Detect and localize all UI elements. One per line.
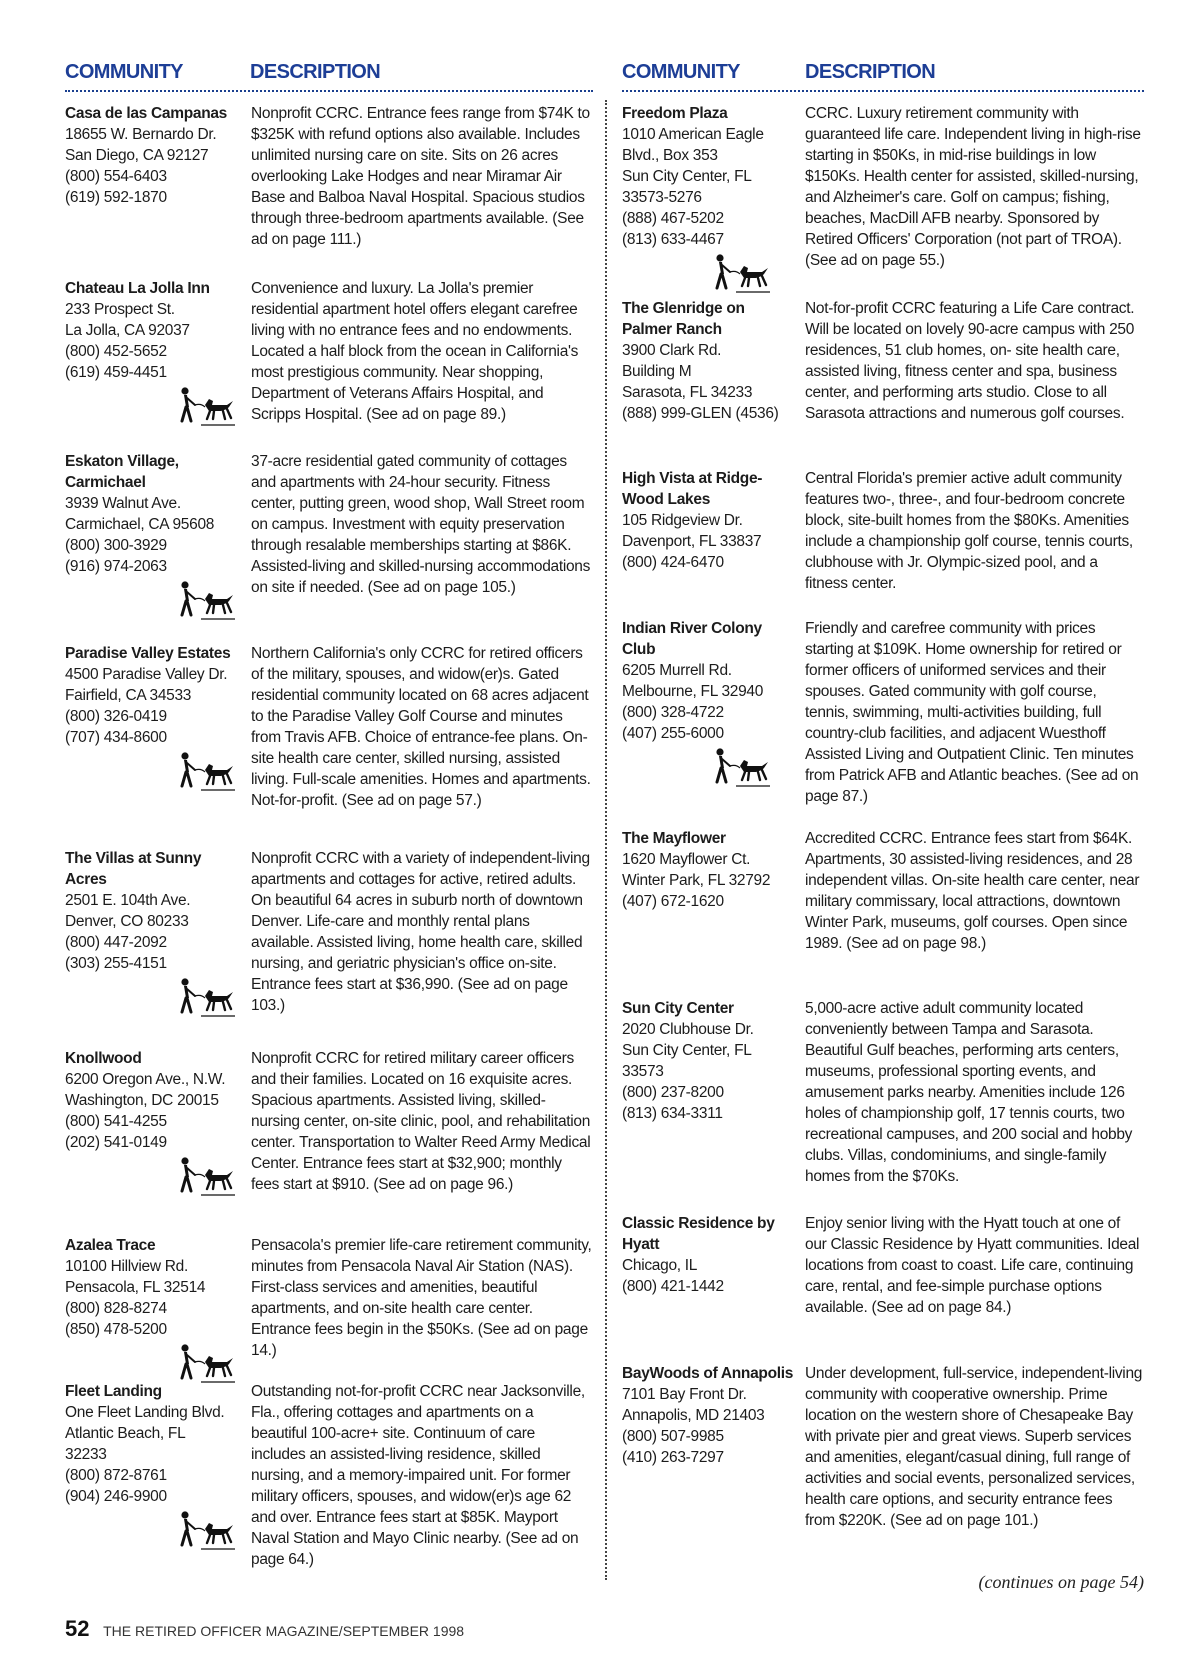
person-dog-icon <box>177 385 237 429</box>
community-info <box>622 103 800 296</box>
person-dog-icon <box>177 1342 237 1386</box>
community-address-line: (888) 467-5202 <box>622 210 724 227</box>
community-address-line: 2501 E. 104th Ave. <box>65 892 191 909</box>
column-header <box>622 58 1144 92</box>
community-name: The Villas at Sunny <box>65 850 202 867</box>
community-description: Central Florida's premier active adult community features two-, three-, and four-bedroom concrete block, site-built homes from the $80Ks. Amenities include a championship golf course, tennis courts, clubhouse with Jr. Olympic-sized pool, and a fitness center. <box>805 470 1133 592</box>
community-address-line: (800) 300-3929 <box>65 537 167 554</box>
community-name: Knollwood <box>65 1050 142 1067</box>
community-address-line: (303) 255-4151 <box>65 955 167 972</box>
community-name: Club <box>622 641 656 658</box>
community-address-line: 18655 W. Bernardo Dr. <box>65 126 217 143</box>
community-header: COMMUNITY <box>65 61 183 83</box>
community-info <box>65 103 243 208</box>
community-info <box>65 643 243 794</box>
community-address-line: 33573-5276 <box>622 189 702 206</box>
column-divider <box>605 100 607 1580</box>
community-address-line: (800) 541-4255 <box>65 1113 167 1130</box>
community-address-line: (800) 237-8200 <box>622 1084 724 1101</box>
community-name: Paradise Valley Estates <box>65 645 231 662</box>
community-address-line: (813) 633-4467 <box>622 231 724 248</box>
community-info <box>622 298 800 424</box>
community-name: Carmichael <box>65 474 146 491</box>
community-info <box>622 468 800 573</box>
community-address-line: 1620 Mayflower Ct. <box>622 851 751 868</box>
community-address-line: Annapolis, MD 21403 <box>622 1407 765 1424</box>
community-info <box>622 1213 800 1297</box>
description-header: DESCRIPTION <box>250 61 381 83</box>
community-address-line: San Diego, CA 92127 <box>65 147 209 164</box>
community-description: Under development, full-service, independent-living community with cooperative ownership. Prime location on the western shore of Chesapeake Bay with private pier and great views. Superb services and amenities, elegant/casual dining, full range of activities and social events, personalized services, health care options, and security entrance fees from $220K. (See ad on page 101.) <box>805 1365 1143 1529</box>
footer-text: THE RETIRED OFFICER MAGAZINE/SEPTEMBER 1998 <box>103 1623 465 1639</box>
community-description: 37-acre residential gated community of cottages and apartments with 24-hour security. Fitness center, putting green, wood shop, Wall Street room on campus. Investment with equity preservation through resalable memberships starting at $86K. Assisted-living and skilled-nursing accommodations on site if needed. (See ad on page 105.) <box>251 453 591 596</box>
community-description: Enjoy senior living with the Hyatt touch at one of our Classic Residence by Hyatt communities. Ideal locations from coast to coast. Life care, continuing care, rental, and fee-simple purchase options available. (See ad on page 84.) <box>805 1215 1140 1316</box>
community-address-line: Carmichael, CA 95608 <box>65 516 215 533</box>
community-address-line: 6205 Murrell Rd. <box>622 662 732 679</box>
community-address-line: 33573 <box>622 1063 664 1080</box>
community-address-line: (800) 452-5652 <box>65 343 167 360</box>
community-address-line: One Fleet Landing Blvd. <box>65 1404 225 1421</box>
community-name: Classic Residence by <box>622 1215 775 1232</box>
community-name: Wood Lakes <box>622 491 711 508</box>
community-address-line: (800) 828-8274 <box>65 1300 167 1317</box>
community-address-line: 7101 Bay Front Dr. <box>622 1386 747 1403</box>
community-info <box>65 451 243 623</box>
community-address-line: (800) 328-4722 <box>622 704 724 721</box>
community-address-line: (800) 447-2092 <box>65 934 167 951</box>
community-description: Not-for-profit CCRC featuring a Life Care contract. Will be located on lovely 90-acre campus with 250 residences, 51 club homes, on- site health care, assisted living, fitness center and spa, business center, and performing arts studio. Close to all Sarasota attractions and numerous golf courses. <box>805 300 1135 422</box>
community-name: Freedom Plaza <box>622 105 728 122</box>
person-dog-icon <box>177 579 237 623</box>
community-address-line: (850) 478-5200 <box>65 1321 167 1338</box>
community-address-line: 6200 Oregon Ave., N.W. <box>65 1071 226 1088</box>
community-address-line: 10100 Hillview Rd. <box>65 1258 188 1275</box>
community-address-line: Sarasota, FL 34233 <box>622 384 753 401</box>
community-name: Acres <box>65 871 107 888</box>
community-name: The Glenridge on <box>622 300 745 317</box>
community-address-line: (813) 634-3311 <box>622 1105 723 1122</box>
community-description: Pensacola's premier life-care retirement community, minutes from Pensacola Naval Air Station (NAS). First-class services and amenities, beautiful apartments, and on-site health care center. Entrance fees begin in the $50Ks. (See ad on page 14.) <box>251 1237 592 1359</box>
community-name: Indian River Colony <box>622 620 762 637</box>
community-address-line: (800) 507-9985 <box>622 1428 724 1445</box>
community-address-line: Atlantic Beach, FL <box>65 1425 186 1442</box>
community-address-line: (800) 554-6403 <box>65 168 167 185</box>
page-number: 52 <box>65 1616 90 1641</box>
community-info <box>622 828 800 912</box>
community-address-line: (619) 592-1870 <box>65 189 167 206</box>
community-address-line: 4500 Paradise Valley Dr. <box>65 666 228 683</box>
community-address-line: La Jolla, CA 92037 <box>65 322 190 339</box>
community-address-line: Pensacola, FL 32514 <box>65 1279 206 1296</box>
column-header <box>65 58 593 92</box>
community-address-line: Building M <box>622 363 692 380</box>
community-info <box>622 1363 800 1468</box>
right-column <box>622 58 1144 1529</box>
community-address-line: Melbourne, FL 32940 <box>622 683 764 700</box>
community-description: Nonprofit CCRC for retired military career officers and their families. Located on 16 exquisite acres. Spacious apartments. Assisted living, skilled-nursing center, on-site clinic, pool, and rehabilitation center. Transportation to Walter Reed Army Medical Center. Entrance fees start at $32,900; monthly fees start at $910. (See ad on page 96.) <box>251 1050 591 1193</box>
community-address-line: Chicago, IL <box>622 1257 698 1274</box>
community-description: Outstanding not-for-profit CCRC near Jacksonville, Fla., offering cottages and apartments on a beautiful 100-acre+ site. Continuum of care includes an assisted-living residence, skilled nursing, and a memory-impaired unit. For former military officers, spouses, and widow(er)s age 62 and over. Entrance fees start at $85K. Mayport Naval Station and Mayo Clinic nearby. (See ad on page 64.) <box>251 1383 585 1568</box>
community-name: The Mayflower <box>622 830 726 847</box>
person-dog-icon <box>177 1155 237 1199</box>
community-info <box>622 618 800 790</box>
community-name: Fleet Landing <box>65 1383 162 1400</box>
community-name: Hyatt <box>622 1236 660 1253</box>
community-info <box>65 1381 243 1553</box>
community-address-line: 3939 Walnut Ave. <box>65 495 181 512</box>
community-address-line: (707) 434-8600 <box>65 729 167 746</box>
continues-note: (continues on page 54) <box>978 1572 1144 1592</box>
community-address-line: (202) 541-0149 <box>65 1134 167 1151</box>
community-description: Nonprofit CCRC. Entrance fees range from $74K to $325K with refund options also available. Includes unlimited nursing care on site. Sits on 26 acres overlooking Lake Hodges and near Miramar Air Base and Balboa Naval Hospital. Spacious studios through three-bedroom apartments available. (See ad on page 111.) <box>251 105 590 248</box>
community-address-line: (800) 326-0419 <box>65 708 167 725</box>
community-info <box>65 1048 243 1199</box>
community-address-line: (916) 974-2063 <box>65 558 167 575</box>
community-address-line: Davenport, FL 33837 <box>622 533 762 550</box>
community-address-line: (410) 263-7297 <box>622 1449 724 1466</box>
community-address-line: 2020 Clubhouse Dr. <box>622 1021 754 1038</box>
community-address-line: Denver, CO 80233 <box>65 913 189 930</box>
community-address-line: 32233 <box>65 1446 107 1463</box>
community-description: Friendly and carefree community with prices starting at $109K. Home ownership for retired or former officers of uniformed services and their spouses. Gated community with golf course, tennis, swimming, multi-activities building, full country-club facilities, and adjacent Wuesthoff Assisted Living and Outpatient Clinic. Ten minutes from Patrick AFB and Atlantic beaches. (See ad on page 87.) <box>805 620 1139 805</box>
community-info <box>65 1235 243 1386</box>
community-address-line: (800) 872-8761 <box>65 1467 167 1484</box>
person-dog-icon <box>712 746 772 790</box>
community-name: Chateau La Jolla Inn <box>65 280 210 297</box>
description-header: DESCRIPTION <box>805 61 936 83</box>
community-address-line: Fairfield, CA 34533 <box>65 687 192 704</box>
community-header: COMMUNITY <box>622 61 740 83</box>
community-address-line: (800) 421-1442 <box>622 1278 724 1295</box>
community-info <box>65 278 243 429</box>
community-address-line: Washington, DC 20015 <box>65 1092 219 1109</box>
person-dog-icon <box>712 252 772 296</box>
community-name: High Vista at Ridge- <box>622 470 763 487</box>
community-name: BayWoods of Annapolis <box>622 1365 794 1382</box>
community-address-line: (619) 459-4451 <box>65 364 167 381</box>
community-description: Accredited CCRC. Entrance fees start from $64K. Apartments, 30 assisted-living residences, and 28 independent villas. On-site health care center, near military commissary, local attractions, downtown Winter Park, museums, golf courses. Open since 1989. (See ad on page 98.) <box>805 830 1140 952</box>
community-address-line: 3900 Clark Rd. <box>622 342 722 359</box>
community-name: Azalea Trace <box>65 1237 156 1254</box>
community-address-line: (888) 999-GLEN (4536) <box>622 405 779 422</box>
community-name: Eskaton Village, <box>65 453 179 470</box>
community-description: Nonprofit CCRC with a variety of independent-living apartments and cottages for active, retired adults. On beautiful 64 acres in suburb north of downtown Denver. Life-care and monthly rental plans available. Assisted living, home health care, skilled nursing, and geriatric physician's office on-site. Entrance fees start at $36,990. (See ad on page 103.) <box>251 850 590 1014</box>
community-address-line: (407) 255-6000 <box>622 725 724 742</box>
community-address-line: 1010 American Eagle <box>622 126 764 143</box>
community-address-line: (407) 672-1620 <box>622 893 724 910</box>
community-address-line: 233 Prospect St. <box>65 301 175 318</box>
community-address-line: (800) 424-6470 <box>622 554 724 571</box>
community-address-line: Winter Park, FL 32792 <box>622 872 771 889</box>
person-dog-icon <box>177 750 237 794</box>
community-address-line: Sun City Center, FL <box>622 1042 752 1059</box>
community-name: Casa de las Campanas <box>65 105 228 122</box>
community-description: 5,000-acre active adult community located conveniently between Tampa and Sarasota. Beautiful Gulf beaches, performing arts centers, museums, professional sporting events, and amusement parks nearby. Amenities include 126 holes of championship golf, 17 tennis courts, two recreational campuses, and 200 social and hobby clubs. Villas, condominiums, and single-family homes from the $70Ks. <box>805 1000 1133 1185</box>
community-description: CCRC. Luxury retirement community with guaranteed life care. Independent living in high-rise starting in $50Ks, in mid-rise buildings in low $150Ks. Health center for assisted, skilled-nursing, and Alzheimer's care. Golf on campus; fishing, beaches, MacDill AFB nearby. Sponsored by Retired Officers' Corporation (not part of TROA). (See ad on page 55.) <box>805 105 1141 269</box>
community-info <box>622 998 800 1124</box>
community-address-line: Sun City Center, FL <box>622 168 752 185</box>
person-dog-icon <box>177 976 237 1020</box>
community-address-line: Blvd., Box 353 <box>622 147 718 164</box>
page-footer <box>65 1616 464 1642</box>
community-address-line: (904) 246-9900 <box>65 1488 167 1505</box>
person-dog-icon <box>177 1509 237 1553</box>
left-column <box>65 58 593 1568</box>
community-name: Palmer Ranch <box>622 321 722 338</box>
community-description: Convenience and luxury. La Jolla's premier residential apartment hotel offers elegant carefree living with no entrance fees and no endowments. Located a half block from the ocean in California's most prestigious community. Near shopping, Department of Veterans Affairs Hospital, and Scripps Hospital. (See ad on page 89.) <box>251 280 579 423</box>
community-name: Sun City Center <box>622 1000 734 1017</box>
community-address-line: 105 Ridgeview Dr. <box>622 512 743 529</box>
community-info <box>65 848 243 1020</box>
community-description: Northern California's only CCRC for retired officers of the military, spouses, and widow(er)s. Gated residential community located on 68 acres adjacent to the Paradise Valley Golf Course and minutes from Travis AFB. Choice of entrance-fee plans. On-site health care center, skilled nursing, assisted living. Full-scale amenities. Homes and apartments. Not-for-profit. (See ad on page 57.) <box>251 645 591 809</box>
